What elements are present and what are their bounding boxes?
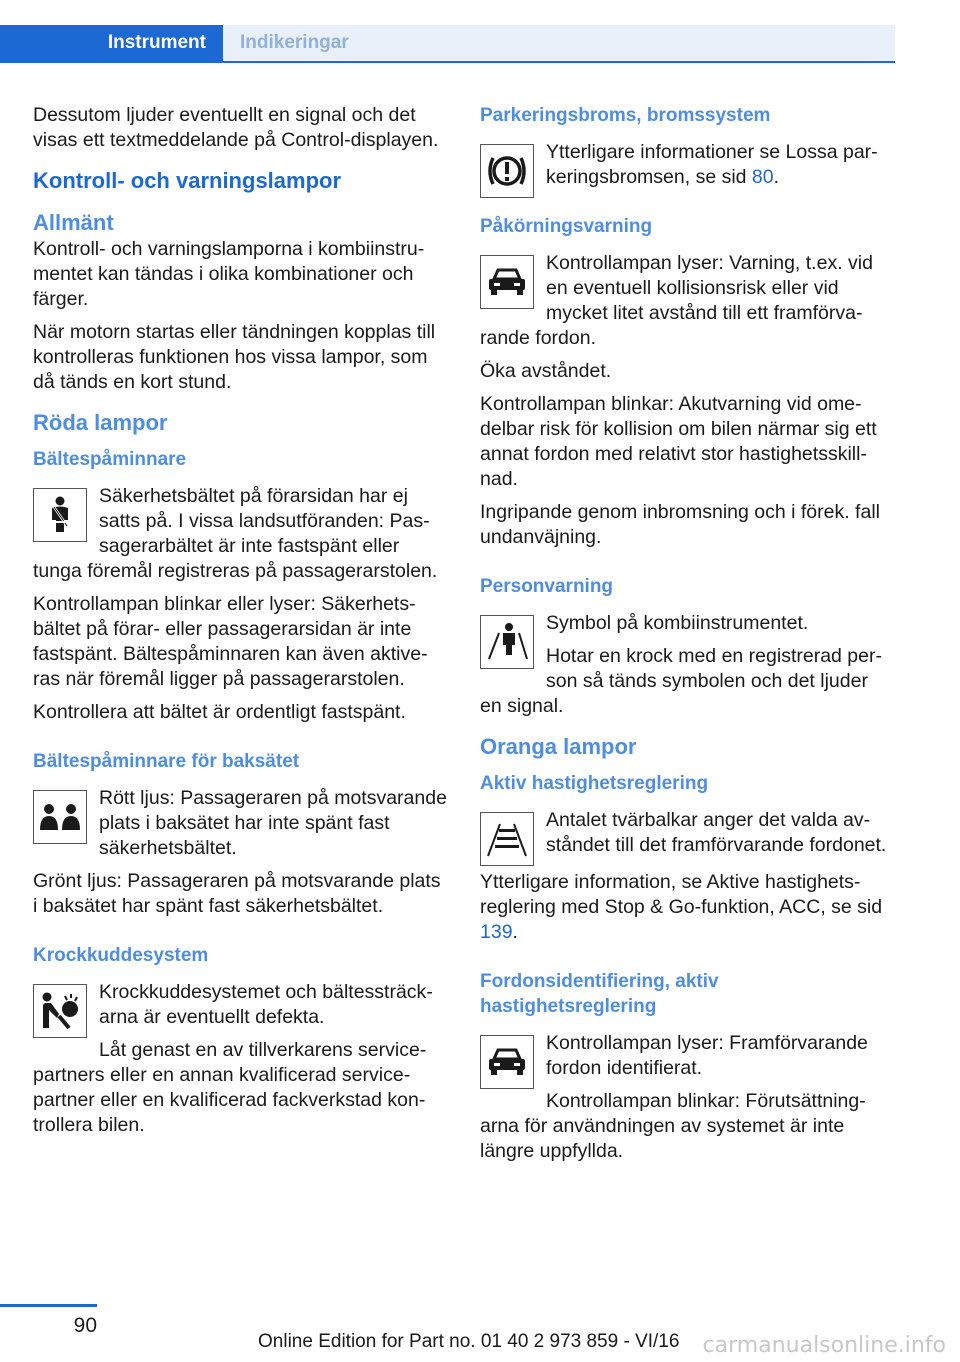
right-column [480,103,895,1172]
subsection-heading-general: Allmänt [33,210,114,235]
page-link-80[interactable]: 80 [751,166,774,188]
airbag-icon [33,984,87,1038]
collision-text-4: Ingripande genom inbromsning och i förek. fall undanväjning. [480,501,880,548]
section-heading: Kontroll- och varningslampor [33,168,342,193]
page-number: 90 [73,1314,97,1337]
airbag-text-2: Låt genast en av tillverkarens servicepartners eller en annan kvalificerad servicepartner eller en kvalificerad fackverkstad kontrollera bilen. [33,1039,427,1136]
chapter-tabs [0,25,895,63]
collision-text-2: Öka avståndet. [480,360,612,382]
tab-indikeringar[interactable]: Indikeringar [223,25,895,61]
rear-belt-text-1: Rött ljus: Passageraren på motsvarande plats i baksätet har inte spänt fast säkerhetsbältet. [99,787,447,859]
brake-warning-icon [480,144,534,198]
rear-passengers-icon [33,790,87,844]
person-text-2: Hotar en krock med en registrerad person så tänds symbolen och det ljuder en signal. [480,645,882,717]
person-text-1: Symbol på kombiinstrumentet. [546,612,809,634]
vehicle-title: Fordonsidentifiering, aktiv hastighetsreglering [480,971,719,1017]
left-column [33,103,448,1146]
rear-belt-title: Bältespåminnare för baksätet [33,751,300,772]
pedestrian-icon [480,615,534,669]
belt-text-2: Kontrollampan blinkar eller lyser: Säkerhetsbältet på förar- eller passagerarsidan är inte fastspänt. Bältespåminnaren kan även aktiveras när föremål ligger på passagerarstolen. [33,593,428,690]
acc-text-1: Antalet tvärbalkar anger det valda avståndet till det framförvarande fordonet. [546,809,887,856]
acc-title: Aktiv hastighetsreglering [480,773,709,794]
general-text-2: När motorn startas eller tändningen kopplas till kontrolleras funktionen hos vissa lampor, som då tänds en kort stund. [33,321,436,393]
brake-text: Ytterligare informationer se Lossa parkeringsbromsen, se sid 80. [546,141,878,188]
footer-rule [0,1304,97,1307]
belt-text-3: Kontrollera att bältet är ordentligt fastspänt. [33,701,406,723]
car-front-icon [480,255,534,309]
page-link-139[interactable]: 139 [480,921,513,943]
person-title: Personvarning [480,576,614,597]
subsection-heading-red: Röda lampor [33,410,168,435]
belt-text-1: Säkerhetsbältet på förarsidan har ej satts på. I vissa landsutföranden: Passagerarbältet är inte fastspänt eller tunga föremål registreras på passagerarstolen. [33,485,438,582]
brake-title: Parkeringsbroms, bromssystem [480,105,771,126]
rear-belt-text-2: Grönt ljus: Passageraren på motsvarande plats i baksätet har spänt fast säkerhetsbältet. [33,870,441,917]
collision-text-3: Kontrollampan blinkar: Akutvarning vid omedelbar risk för kollision om bilen närmar sig ett annat fordon med relativt stor hastighetsskillnad. [480,393,877,490]
airbag-title: Krockkuddesystem [33,945,209,966]
acc-text-2: Ytterligare information, se Aktive hastighetsreglering med Stop & Go-funktion, ACC, se sid 139. [480,871,883,943]
watermark: carmanualsonline.info [702,1333,946,1358]
seatbelt-icon [33,488,87,542]
general-text-1: Kontroll- och varningslamporna i kombiinstrumentet kan tändas i olika kombinationer och färger. [33,238,425,310]
vehicle-text-2: Kontrollampan blinkar: Förutsättningarna för användningen av systemet är inte längre uppfyllda. [480,1090,866,1162]
subsection-heading-orange: Oranga lampor [480,734,637,759]
belt-title: Bältespåminnare [33,449,187,470]
edition-info: Online Edition for Part no. 01 40 2 973 859 - VI/16 [258,1331,680,1352]
intro-text: Dessutom ljuder eventuellt en signal och det visas ett textmeddelande på Control-displayen. [33,104,439,151]
distance-bars-icon [480,812,534,866]
collision-title: Påkörningsvarning [480,216,653,237]
airbag-text-1: Krockkuddesystemet och bältessträckarna är eventuellt defekta. [99,981,433,1028]
vehicle-text-1: Kontrollampan lyser: Framförvarande fordon identifierat. [546,1032,868,1079]
tab-instrument[interactable]: Instrument [0,25,223,61]
collision-text-1: Kontrollampan lyser: Varning, t.ex. vid en eventuell kollisionsrisk eller vid mycket litet avstånd till ett framförvarande fordon. [480,252,873,349]
car-front-icon [480,1035,534,1089]
